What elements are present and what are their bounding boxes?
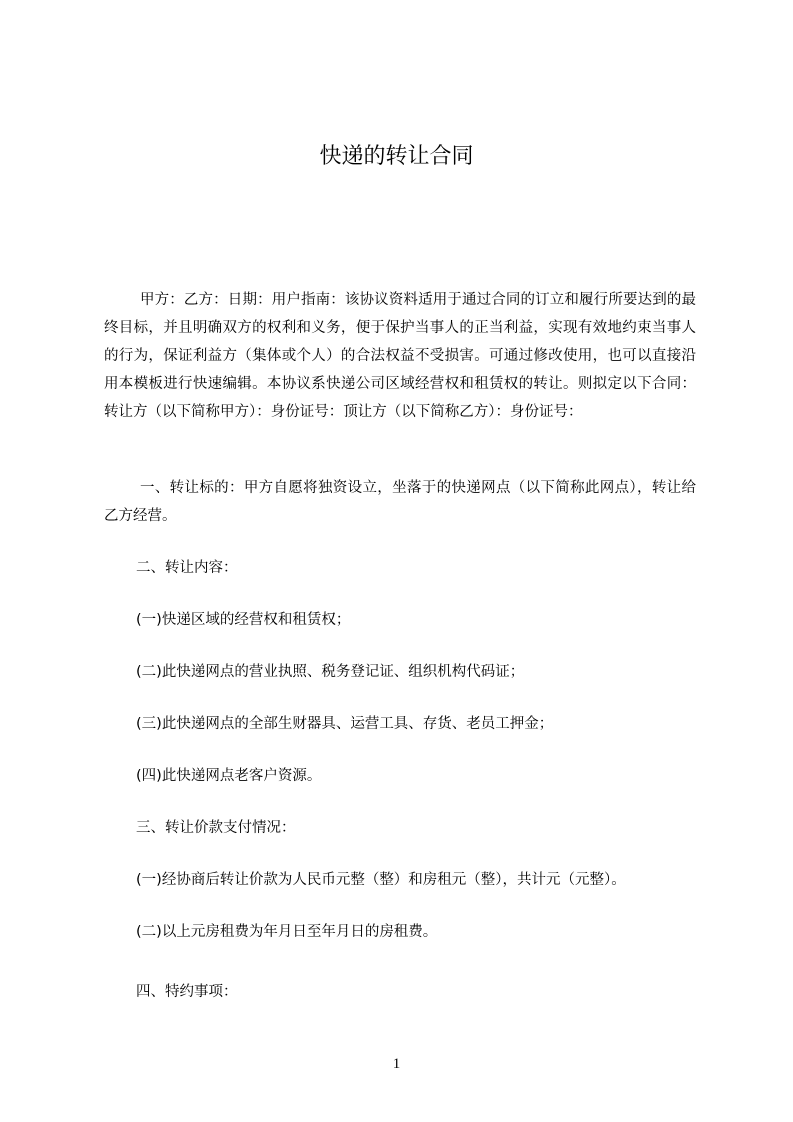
page-number: 1 (392, 1056, 401, 1072)
section-2-item-4: (四)此快递网点老客户资源。 (136, 768, 322, 784)
section-4-heading: 四、特约事项： (136, 984, 238, 1000)
section-3-heading: 三、转让价款支付情况： (136, 820, 296, 836)
section-2-heading: 二、转让内容： (136, 560, 238, 576)
section-3-item-2: (二)以上元房租费为年月日至年月日的房租费。 (136, 924, 438, 940)
section-3-item-1: (一)经协商后转让价款为人民币元整（整）和房租元（整），共计元（元整）。 (136, 872, 626, 888)
document-title: 快递的转让合同 (319, 144, 474, 169)
intro-paragraph: 甲方：乙方：日期：用户指南：该协议资料适用于通过合同的订立和履行所要达到的最终目标，并且明确双方的权利和义务，便于保护当事人的正当利益，实现有效地约束当事人的行为，保证利益方（集体或个人）的合法权益不受损害。可通过修改使用，也可以直接沿用本模板进行快速编辑。本协议系快递公司区域经营权和租赁权的转让。则拟定以下合同：转让方（以下简称甲方）：身份证号：顶让方（以下简称乙方）：身份证号： (104, 292, 696, 420)
section-2-item-3: (三)此快递网点的全部生财器具、运营工具、存货、老员工押金； (136, 716, 554, 732)
section-2-item-1: (一)快递区域的经营权和租赁权； (136, 612, 351, 628)
section-2-item-2: (二)此快递网点的营业执照、税务登记证、组织机构代码证； (136, 664, 525, 680)
section-1-paragraph: 一、转让标的：甲方自愿将独资设立，坐落于的快递网点（以下简称此网点），转让给乙方经营。 (104, 480, 696, 524)
